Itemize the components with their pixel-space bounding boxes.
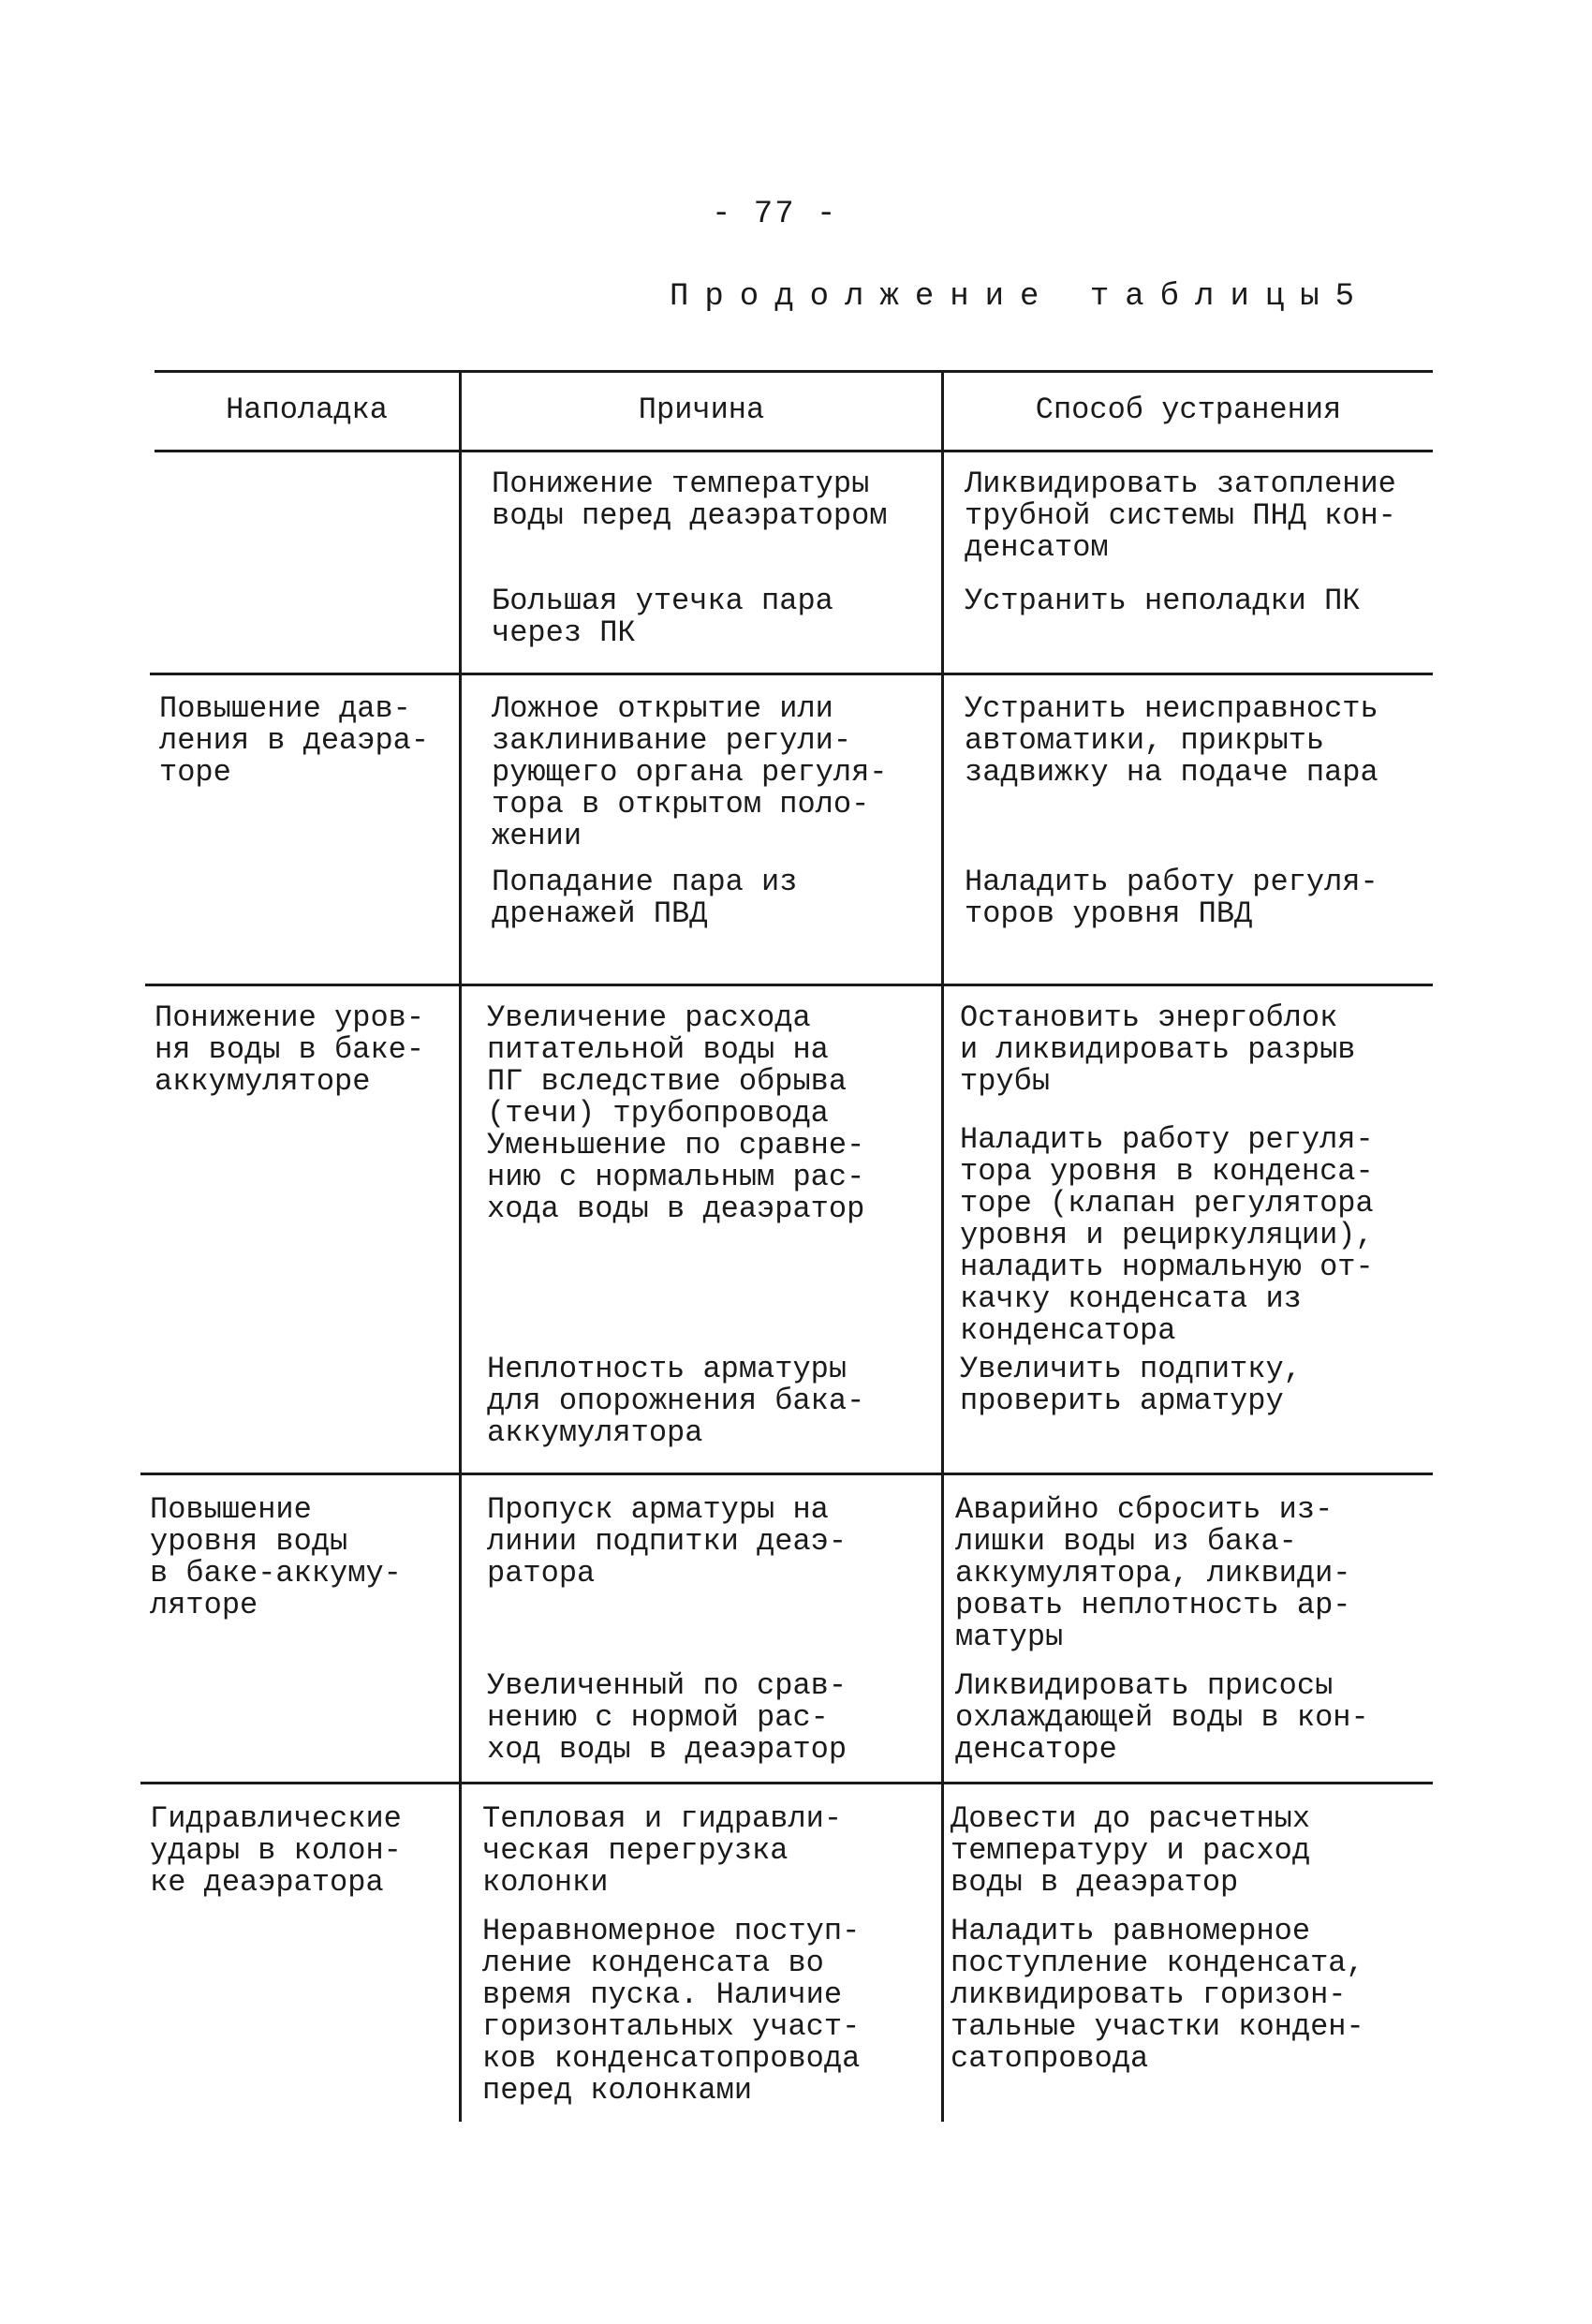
problem-cell: Гидравлические удары в колон- ке деаэратора — [150, 1801, 402, 1900]
column-divider-1 — [459, 370, 462, 2122]
continuation-title: Продолжение таблицы5 — [670, 279, 1371, 315]
header-cause: Причина — [638, 392, 765, 427]
remedy-cell: Устранить неполадки ПК — [965, 584, 1361, 618]
problem-cell: Понижение уров- ня воды в баке- аккумуляторе — [155, 1000, 425, 1099]
header-bottom-rule — [155, 450, 1433, 452]
header-remedy: Способ устранения — [1035, 392, 1342, 427]
column-divider-2 — [941, 370, 944, 2122]
row-divider — [140, 1782, 1433, 1784]
remedy-cell: Остановить энергоблок и ликвидировать разрыв трубы — [960, 1000, 1356, 1099]
cause-cell: Увеличенный по срав- нению с нормой рас- ход воды в деаэратор — [487, 1668, 848, 1767]
page-number: - 77 - — [712, 197, 838, 232]
remedy-cell: Ликвидировать затопление трубной системы ПНД кон- денсатом — [965, 466, 1396, 565]
cause-cell: Неплотность арматуры для опорожнения бака- аккумулятора — [487, 1352, 865, 1450]
problem-cell: Повышение уровня воды в баке-аккуму- ляторе — [150, 1492, 402, 1622]
header-problem: Наполадка — [226, 392, 388, 427]
remedy-cell: Наладить работу регуля- тора уровня в конденса- торе (клапан регулятора уровня и рециркуляции), наладить нормальную от- качку конденсата из конденсатора — [960, 1122, 1374, 1348]
problem-cell: Повышение дав- ления в деаэра- торе — [159, 691, 430, 790]
troubleshooting-table — [140, 361, 1433, 2122]
cause-cell: Тепловая и гидравли- ческая перегрузка колонки — [482, 1801, 843, 1900]
remedy-cell: Аварийно сбросить из- лишки воды из бака- аккумулятора, ликвиди- ровать неплотность ар- матуры — [955, 1492, 1351, 1654]
cause-cell: Понижение температуры воды перед деаэратором — [492, 466, 888, 533]
remedy-cell: Ликвидировать присосы охлаждающей воды в кон- денсаторе — [955, 1668, 1369, 1767]
cause-cell: Ложное открытие или заклинивание регули- рующего органа регуля- тора в открытом поло- жении — [492, 691, 888, 853]
remedy-cell: Устранить неисправность автоматики, прикрыть задвижку на подаче пара — [965, 691, 1378, 790]
remedy-cell: Наладить работу регуля- торов уровня ПВД — [965, 865, 1378, 931]
cause-cell: Большая утечка пара через ПК — [492, 584, 833, 650]
row-divider — [140, 1473, 1433, 1475]
cause-cell: Попадание пара из дренажей ПВД — [492, 865, 798, 931]
table-top-rule — [155, 370, 1433, 373]
remedy-cell: Наладить равномерное поступление конденсата, ликвидировать горизон- тальные участки конден- сатопровода — [951, 1914, 1364, 2076]
row-divider — [150, 673, 1433, 675]
cause-cell: Пропуск арматуры на линии подпитки деаэ- ратора — [487, 1492, 848, 1591]
cause-cell: Увеличение расхода питательной воды на ПГ вследствие обрыва (течи) трубопровода Уменьшение по сравне- нию с нормальным рас- хода воды в деаэратор — [487, 1000, 865, 1226]
row-divider — [145, 984, 1433, 986]
cause-cell: Неравномерное поступ- ление конденсата во время пуска. Наличие горизонтальных участ- ков конденсатопровода перед колонками — [482, 1914, 861, 2108]
remedy-cell: Довести до расчетных температуру и расход воды в деаэратор — [951, 1801, 1311, 1900]
remedy-cell: Увеличить подпитку, проверить арматуру — [960, 1352, 1302, 1418]
